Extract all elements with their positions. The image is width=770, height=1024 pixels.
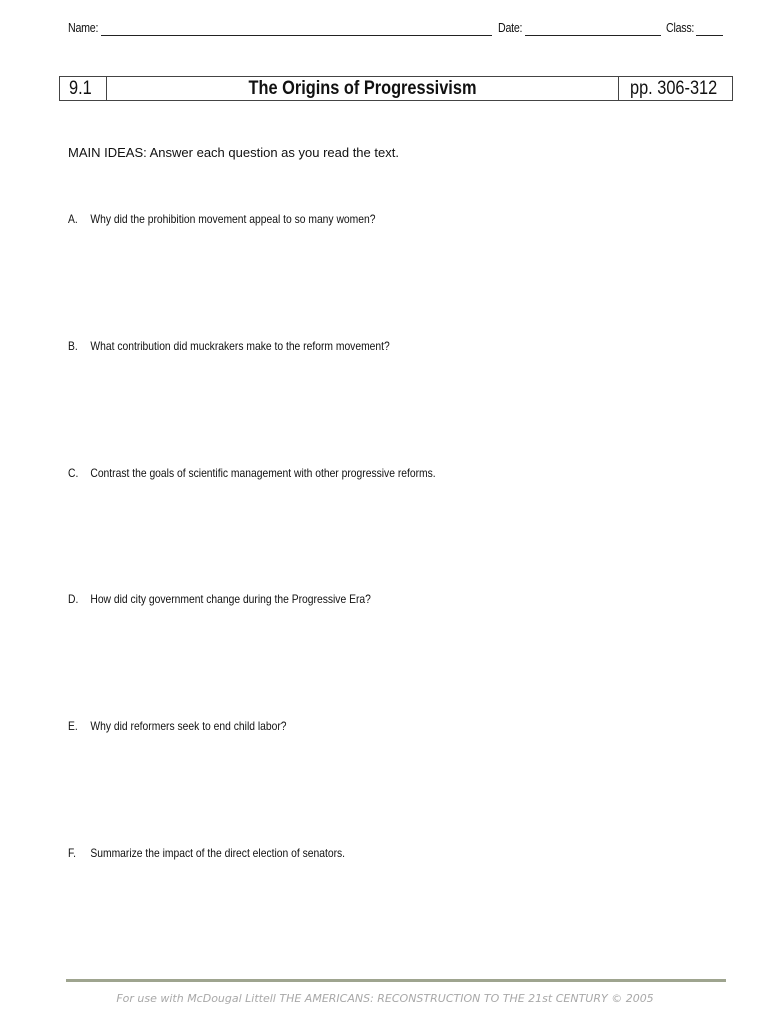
question-f — [68, 846, 345, 860]
question-text: What contribution did muckrakers make to the reform movement? — [90, 339, 390, 353]
instructions: MAIN IDEAS: Answer each question as you read the text. — [68, 145, 399, 160]
footer-divider — [66, 979, 726, 982]
question-c — [68, 466, 436, 480]
page-range-cell — [619, 77, 732, 100]
question-text: How did city government change during the Progressive Era? — [90, 592, 371, 606]
section-title: The Origins of Progressivism — [248, 77, 477, 99]
question-letter: C. — [68, 466, 79, 480]
question-letter: A. — [68, 212, 78, 226]
date-field[interactable] — [525, 35, 661, 36]
question-text: Why did reformers seek to end child labor? — [90, 719, 287, 733]
question-letter: B. — [68, 339, 78, 353]
question-text: Contrast the goals of scientific management with other progressive reforms. — [90, 466, 436, 480]
class-label: Class: — [666, 20, 695, 35]
page-range: pp. 306-312 — [630, 77, 718, 99]
question-letter: F. — [68, 846, 77, 860]
question-e — [68, 719, 287, 733]
name-label: Name: — [68, 20, 99, 35]
question-letter: D. — [68, 592, 79, 606]
section-title-box — [59, 76, 733, 101]
name-field[interactable] — [101, 35, 492, 36]
question-text: Summarize the impact of the direct election of senators. — [90, 846, 346, 860]
class-field[interactable] — [696, 35, 723, 36]
question-letter: E. — [68, 719, 78, 733]
section-number: 9.1 — [69, 77, 92, 99]
date-label: Date: — [498, 20, 523, 35]
student-info-row — [68, 20, 724, 38]
section-number-cell — [60, 77, 107, 100]
section-title-cell — [107, 77, 619, 100]
question-b — [68, 339, 390, 353]
question-text: Why did the prohibition movement appeal to so many women? — [90, 212, 376, 226]
question-d — [68, 592, 371, 606]
question-a — [68, 212, 375, 226]
footer-copyright: For use with McDougal Littell THE AMERICANS: RECONSTRUCTION TO THE 21st CENTURY © 2005 — [116, 992, 654, 1005]
